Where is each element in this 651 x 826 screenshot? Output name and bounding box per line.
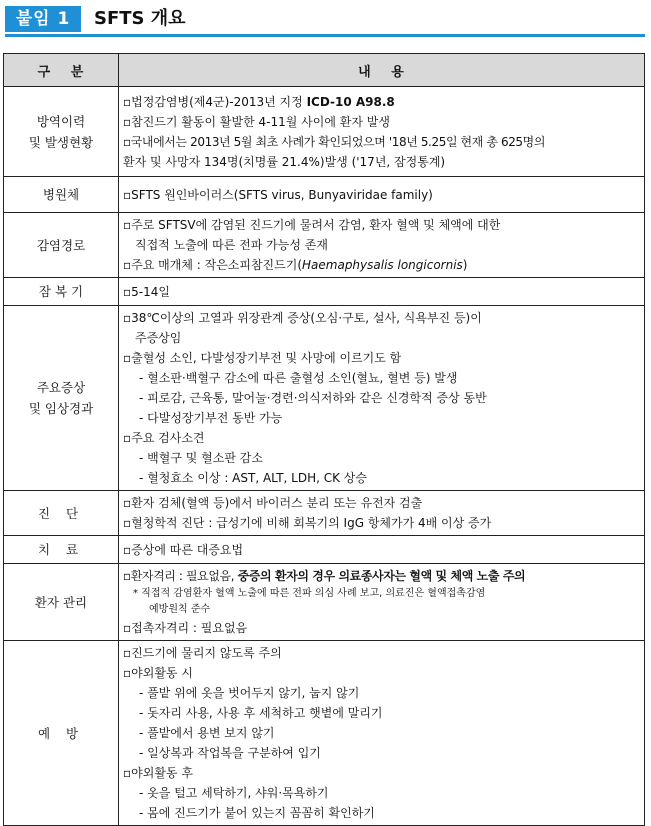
row-content [119,491,645,536]
list-subitem: - 옷을 털고 세탁하기, 샤워·목욕하기 [139,786,329,800]
row-pathogen [4,177,645,213]
row-content [119,177,645,213]
document-header [0,0,651,40]
row-content [119,306,645,491]
list-item: ▫SFTS 원인바이러스(SFTS virus, Bunyaviridae family) [123,187,433,202]
list-item: ▫38℃이상의 고열과 위장관계 증상(오심·구토, 설사, 식욕부진 등)이 [123,311,482,325]
row-label: 방역이력 및 발생현황 [4,87,119,177]
list-item: ▫국내에서는 2013년 5월 최초 사례가 확인되었으며 '18년 5.25일 현재 총 625명의 [123,134,546,149]
row-content [119,564,645,641]
footnote: * 직접적 감염환자 혈액 노출에 따른 전파 의심 사례 보고, 의료진은 혈액접촉감염 [133,588,486,599]
sfts-overview-table [3,53,645,826]
row-history [4,87,645,177]
list-subitem: - 다발성장기부전 동반 가능 [139,411,283,425]
list-subitem: - 돗자리 사용, 사용 후 세척하고 햇볕에 말리기 [139,706,383,720]
list-subitem: - 혈소판·백혈구 감소에 따른 출혈성 소인(혈뇨, 혈변 등) 발생 [139,371,458,385]
row-label: 감염경로 [4,213,119,278]
list-subitem: - 백혈구 및 혈소판 감소 [139,451,263,465]
list-item: ▫참진드기 활동이 활발한 4-11월 사이에 환자 발생 [123,114,390,129]
row-diagnosis [4,491,645,536]
row-label: 예 방 [4,641,119,826]
list-item: ▫접촉자격리 : 필요없음 [123,621,248,635]
row-label: 주요증상 및 임상경과 [4,306,119,491]
row-label: 병원체 [4,177,119,213]
row-content [119,536,645,564]
list-item: ▫야외활동 시 [123,666,193,680]
list-item: ▫증상에 따른 대증요법 [123,542,244,557]
footnote-continued: 예방원칙 준수 [149,604,211,615]
list-item: ▫5-14일 [123,284,170,299]
row-label: 환자 관리 [4,564,119,641]
list-item: ▫진드기에 물리지 않도록 주의 [123,646,282,660]
list-subitem: - 피로감, 근육통, 말어눌·경련·의식저하와 같은 신경학적 증상 동반 [139,391,487,405]
list-item: ▫주요 검사소견 [123,431,205,445]
list-item: ▫환자격리 : 필요없음, 중증의 환자의 경우 의료종사자는 혈액 및 체액 노출 주의 [123,569,526,583]
row-label: 진 단 [4,491,119,536]
document-title: SFTS 개요 [94,8,186,29]
table-header-row [4,54,645,87]
list-subitem: - 몸에 진드기가 붙어 있는지 꼼꼼히 확인하기 [139,806,375,820]
header-category: 구 분 [4,54,119,87]
row-label: 치 료 [4,536,119,564]
row-prevention [4,641,645,826]
row-symptoms [4,306,645,491]
list-subitem: - 풀밭 위에 옷을 벗어두지 않기, 눕지 않기 [139,686,360,700]
list-item: ▫법정감염병(제4군)-2013년 지정 ICD-10 A98.8 [123,94,395,109]
row-content [119,641,645,826]
list-item: ▫야외활동 후 [123,766,193,780]
list-item-continued: 직접적 노출에 따른 전파 가능성 존재 [135,238,328,252]
list-item-continued: 주증상임 [135,331,182,345]
title-underline [5,34,645,37]
row-content [119,278,645,306]
list-item: ▫주요 매개체 : 작은소피참진드기(Haemaphysalis longicornis) [123,258,468,272]
list-subitem: - 풀밭에서 용변 보지 않기 [139,726,275,740]
list-subitem: - 일상복과 작업복을 구분하여 입기 [139,746,321,760]
list-item: ▫주로 SFTSV에 감염된 진드기에 물려서 감염, 환자 혈액 및 체액에 대한 [123,218,501,232]
row-patient-management [4,564,645,641]
header-content: 내 용 [119,54,645,87]
row-content [119,87,645,177]
list-item-continued: 환자 및 사망자 134명(치명률 21.4%)발생 ('17년, 잠정통계) [123,154,446,169]
row-route [4,213,645,278]
list-subitem: - 혈청효소 이상 : AST, ALT, LDH, CK 상승 [139,471,367,485]
list-item: ▫출혈성 소인, 다발성장기부전 및 사망에 이르기도 함 [123,351,402,365]
row-label: 잠 복 기 [4,278,119,306]
appendix-badge: 붙임 1 [5,6,81,32]
row-treatment [4,536,645,564]
list-item: ▫환자 검체(혈액 등)에서 바이러스 분리 또는 유전자 검출 [123,496,423,510]
row-incubation [4,278,645,306]
row-content [119,213,645,278]
list-item: ▫혈청학적 진단 : 급성기에 비해 회복기의 IgG 항체가가 4배 이상 증가 [123,516,492,530]
